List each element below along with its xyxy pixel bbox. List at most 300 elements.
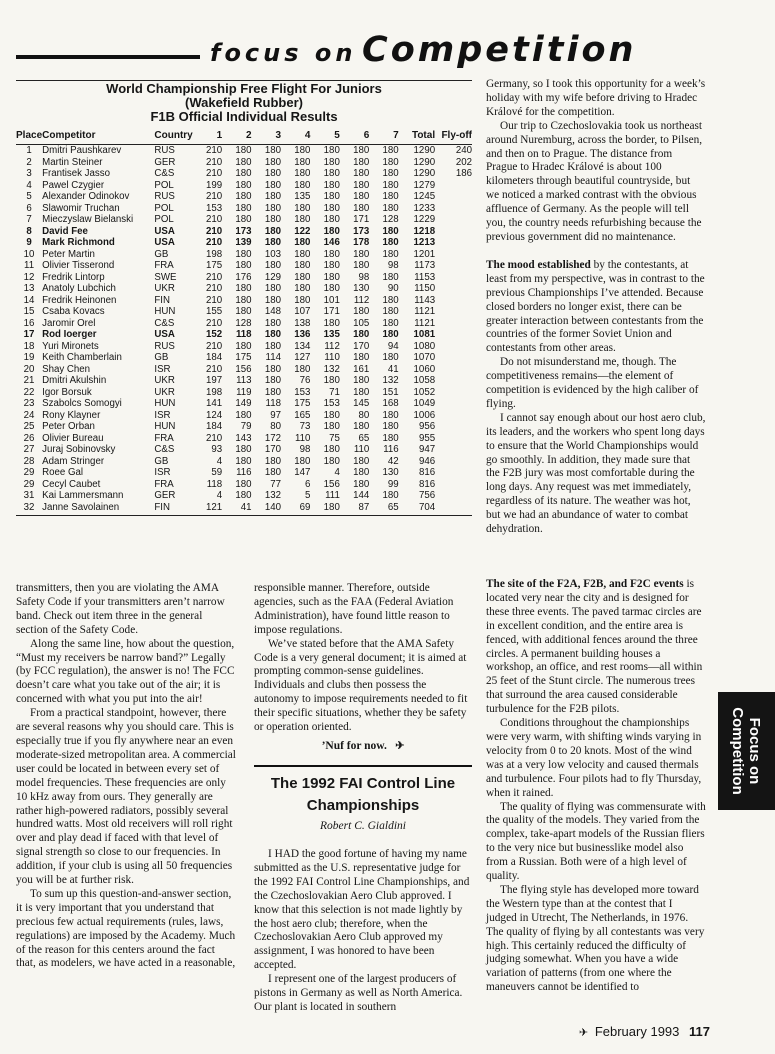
cell-place: 15 <box>23 306 35 317</box>
cell-round-5: 153 <box>323 398 340 409</box>
cell-round-7: 180 <box>382 225 399 237</box>
cell-competitor: Rony Klayner <box>42 409 101 421</box>
cell-round-4: 180 <box>294 168 311 179</box>
cell-round-6: 180 <box>353 421 370 432</box>
cell-fly-off <box>435 410 472 422</box>
middle-column <box>254 582 472 735</box>
table-row <box>16 180 472 192</box>
cell-place: 21 <box>23 375 35 386</box>
cell-round-6: 178 <box>353 237 370 248</box>
cell-round-7: 180 <box>382 179 399 191</box>
cell-round-1: 210 <box>205 340 223 352</box>
cell-place: 26 <box>23 432 35 444</box>
cell-place: 8 <box>26 225 32 237</box>
cell-country: GB <box>154 455 169 467</box>
cell-total: 1081 <box>413 329 436 340</box>
cell-total: 1070 <box>413 352 436 363</box>
cell-round-7: 41 <box>387 363 399 375</box>
cell-round-2: 180 <box>235 478 252 490</box>
cell-country: C&S <box>154 317 175 329</box>
cell-round-7: 180 <box>382 490 399 501</box>
cell-place: 7 <box>26 214 32 225</box>
cell-round-6: 180 <box>353 260 370 271</box>
cell-total: 1150 <box>414 283 436 294</box>
table-row <box>16 352 472 364</box>
cell-round-6: 105 <box>353 317 370 329</box>
cell-round-4: 147 <box>294 467 311 478</box>
cell-country: POL <box>154 214 174 225</box>
cell-round-5: 110 <box>324 352 340 363</box>
cell-round-7: 180 <box>382 432 399 444</box>
cell-place: 9 <box>26 237 32 248</box>
cell-round-6: 180 <box>353 329 370 340</box>
cell-round-6: 130 <box>353 283 370 294</box>
cell-round-2: 180 <box>235 248 252 260</box>
cell-competitor: Peter Martin <box>42 248 95 260</box>
cell-total: 947 <box>418 444 436 455</box>
cell-competitor: Olivier Bureau <box>42 432 104 444</box>
cell-round-1: 210 <box>205 156 223 168</box>
cell-competitor: Fredrik Lintorp <box>42 271 105 283</box>
cell-round-2: 180 <box>235 306 252 317</box>
cell-round-6: 98 <box>358 271 370 283</box>
cell-total: 1279 <box>413 179 436 191</box>
cell-total: 704 <box>399 502 435 516</box>
cell-round-1: 210 <box>205 145 223 156</box>
cell-round-4: 180 <box>294 179 311 191</box>
cell-round-2: 180 <box>235 145 252 156</box>
cell-competitor: Peter Orban <box>42 421 95 432</box>
cell-round-6: 180 <box>353 202 370 214</box>
cell-round-3: 148 <box>264 306 281 317</box>
col-header-place: Place <box>16 128 42 145</box>
cell-round-6: 180 <box>353 145 370 156</box>
cell-round-2: 180 <box>235 340 252 352</box>
cell-competitor: David Fee <box>42 225 88 237</box>
cell-round-1: 210 <box>205 237 223 248</box>
cell-round-6: 180 <box>353 306 370 317</box>
cell-round-2: 180 <box>235 455 252 467</box>
table-subtitle: (Wakefield Rubber) <box>185 95 303 110</box>
table-top-rule <box>16 80 472 81</box>
cell-country: RUS <box>154 340 175 352</box>
cell-place: 17 <box>23 329 35 340</box>
cell-total: 1049 <box>413 398 436 409</box>
cell-round-6: 180 <box>353 156 370 168</box>
signoff <box>254 739 472 752</box>
cell-competitor: Mark Richmond <box>42 237 115 248</box>
cell-competitor: Dmitri Paushkarev <box>42 145 122 156</box>
table-row <box>16 203 472 215</box>
cell-country: FIN <box>154 502 192 516</box>
article-byline: Robert C. Gialdini <box>320 820 406 832</box>
cell-round-3: 77 <box>270 478 281 490</box>
cell-fly-off <box>435 283 472 295</box>
cell-competitor: Fredrik Heinonen <box>42 294 117 306</box>
cell-round-5: 180 <box>323 156 340 168</box>
cell-round-4: 76 <box>299 375 311 386</box>
side-tab-label <box>729 692 763 810</box>
cell-round-5: 180 <box>323 145 340 156</box>
cell-round-4: 180 <box>294 145 311 156</box>
cell-round-7: 90 <box>387 283 399 294</box>
cell-round-2: 149 <box>235 398 252 409</box>
cell-fly-off <box>435 260 472 272</box>
table-row <box>16 502 472 516</box>
cell-total: 946 <box>418 455 436 467</box>
cell-total: 1173 <box>414 260 436 271</box>
cell-round-3: 180 <box>264 317 281 329</box>
cell-round-7: 180 <box>382 271 399 283</box>
cell-fly-off <box>435 249 472 261</box>
cell-place: 1 <box>26 145 32 156</box>
cell-round-3: 97 <box>270 409 281 421</box>
cell-round-1: 210 <box>205 317 223 329</box>
cell-competitor: Adam Stringer <box>42 455 105 467</box>
cell-round-1: 210 <box>205 225 223 237</box>
table-row <box>16 260 472 272</box>
cell-place: 22 <box>23 386 35 398</box>
table-row <box>16 318 472 330</box>
table-row <box>16 145 472 157</box>
table-row <box>16 237 472 249</box>
cell-competitor: Janne Savolainen <box>42 502 154 516</box>
cell-round-1: 124 <box>205 409 223 421</box>
site-body: is located very near the city and is designed for these three events. The paved tarmac circles are in excellent condition, and the entire area is fenced, with additional fences around the three circles. A permanent building houses a workshop, an office, and rest rooms—all within 25 feet of the Stunt circle. The numerous trees that surround the area caused considerable turbulence for the F2B pilots. <box>486 578 703 716</box>
col-header-total: Total <box>399 128 435 145</box>
cell-round-3: 103 <box>264 248 281 260</box>
section-header-focus-on: focus on <box>210 39 357 67</box>
airplane-icon: ✈ <box>389 740 405 752</box>
cell-fly-off <box>435 203 472 215</box>
cell-round-7: 180 <box>382 421 399 432</box>
cell-fly-off <box>435 306 472 318</box>
paragraph: Conditions throughout the championships were very warm, with shifting winds varying in velocity from 0 to 20 knots. Most of the wind was at a very low velocity and caused thermals and turbulence. Four pilots had to fly Thursday, when it rained. <box>486 717 702 799</box>
cell-round-7: 180 <box>382 317 399 329</box>
cell-round-5: 180 <box>323 317 340 329</box>
paragraph: We’ve stated before that the AMA Safety Code is a very general document; it is aimed at prompting common-sense guidelines. Individuals and clubs then possess the autonomy to impose requirements needed to fit their specific situations, whether they be safety or operation oriented. <box>254 637 468 734</box>
cell-round-5: 180 <box>323 271 340 283</box>
cell-fly-off <box>435 433 472 445</box>
cell-round-7: 94 <box>387 340 399 352</box>
cell-round-7: 130 <box>382 467 399 478</box>
cell-round-5: 180 <box>323 409 340 421</box>
paragraph: Along the same line, how about the question, “Must my receivers be narrow band?” Legally (by FCC regulation), the answer is no! The FCC doesn’t care what you take out of the air; it is concerned with what you put into the air! <box>16 637 235 706</box>
cell-round-2: 180 <box>235 294 252 306</box>
cell-country: RUS <box>154 191 175 202</box>
table-row <box>16 444 472 456</box>
cell-round-3: 180 <box>264 168 281 179</box>
cell-round-5: 156 <box>323 478 340 490</box>
cell-fly-off <box>435 295 472 307</box>
table-row <box>16 226 472 238</box>
cell-round-7: 180 <box>382 409 399 421</box>
results-table <box>16 128 472 516</box>
cell-total: 1121 <box>414 317 436 329</box>
cell-country: HUN <box>154 398 176 409</box>
cell-fly-off: 240 <box>455 145 472 156</box>
table-row <box>16 341 472 353</box>
cell-total: 816 <box>418 467 436 478</box>
cell-fly-off <box>435 341 472 353</box>
cell-place: 2 <box>26 156 32 168</box>
cell-country: UKR <box>154 283 175 294</box>
cell-competitor: Mieczyslaw Bielanski <box>42 214 134 225</box>
cell-round-1: 210 <box>205 363 223 375</box>
cell-country: FRA <box>154 432 174 444</box>
cell-round-4: 180 <box>294 248 311 260</box>
cell-fly-off <box>435 456 472 468</box>
cell-total: 1052 <box>413 386 436 398</box>
article-middle-column <box>254 848 472 1015</box>
site-lead-in: The site of the F2A, F2B, and F2C events <box>486 578 684 590</box>
cell-total: 1060 <box>413 363 436 375</box>
cell-place: 18 <box>23 340 35 352</box>
table-title: World Championship Free Flight For Juniors <box>106 81 382 96</box>
table-row <box>16 329 472 341</box>
cell-place: 3 <box>26 168 32 179</box>
mood-body: by the contestants, at least from my perspective, was in contrast to the previous Championships I’ve attended. Because closed borders no longer exist, there can be greater interaction between contestants from the countries of the former Soviet Union and contestants from other areas. <box>486 258 705 355</box>
cell-round-2: 180 <box>235 490 252 501</box>
cell-round-5: 180 <box>323 191 340 202</box>
cell-round-4: 134 <box>294 340 311 352</box>
cell-country: GER <box>154 490 176 501</box>
cell-competitor: Cecyl Caubet <box>42 478 101 490</box>
cell-fly-off <box>435 479 472 491</box>
cell-round-5: 75 <box>329 432 340 444</box>
table-row <box>16 421 472 433</box>
cell-round-5: 101 <box>323 294 340 306</box>
cell-competitor: Yuri Mironets <box>42 340 99 352</box>
cell-round-6: 180 <box>353 248 370 260</box>
cell-country: HUN <box>154 306 176 317</box>
cell-total: 816 <box>418 478 436 490</box>
cell-fly-off: 186 <box>455 168 472 179</box>
cell-round-2: 113 <box>236 375 252 386</box>
cell-round-5: 180 <box>323 248 340 260</box>
cell-round-5: 146 <box>323 237 340 248</box>
col-header-fly-off: Fly-off <box>435 128 472 145</box>
cell-round-5: 180 <box>310 502 339 516</box>
table-row <box>16 456 472 468</box>
cell-round-5: 111 <box>325 490 340 501</box>
cell-fly-off <box>435 421 472 433</box>
cell-place: 13 <box>23 283 35 294</box>
cell-fly-off <box>435 226 472 238</box>
cell-place: 19 <box>23 352 35 363</box>
cell-country: GB <box>154 248 169 260</box>
cell-round-7: 180 <box>382 237 399 248</box>
mood-lead-in: The mood established <box>486 258 591 271</box>
cell-round-2: 175 <box>235 352 252 363</box>
cell-round-7: 98 <box>387 260 399 271</box>
cell-round-3: 180 <box>264 455 281 467</box>
cell-round-6: 180 <box>353 168 370 179</box>
cell-fly-off <box>435 375 472 387</box>
cell-place: 31 <box>23 490 35 501</box>
col-header-round-3: 3 <box>252 128 281 145</box>
cell-country: POL <box>154 179 174 191</box>
section-header <box>200 30 740 70</box>
cell-country: ISR <box>154 467 171 478</box>
cell-round-6: 180 <box>353 179 370 191</box>
cell-round-4: 110 <box>294 432 311 444</box>
cell-round-1: 121 <box>193 502 222 516</box>
cell-round-3: 180 <box>264 225 281 237</box>
cell-round-3: 180 <box>264 237 281 248</box>
cell-total: 1290 <box>413 156 436 168</box>
cell-round-6: 170 <box>353 340 370 352</box>
cell-round-4: 180 <box>294 156 311 168</box>
section-header-competition: Competition <box>362 30 637 70</box>
cell-round-4: 180 <box>294 214 311 225</box>
cell-total: 1290 <box>413 168 436 179</box>
cell-round-1: 199 <box>205 179 223 191</box>
cell-place: 11 <box>24 260 35 271</box>
cell-round-7: 180 <box>382 306 399 317</box>
cell-round-1: 155 <box>205 306 223 317</box>
cell-place: 29 <box>23 478 35 490</box>
cell-competitor: Slawomir Truchan <box>42 202 120 214</box>
paragraph-site <box>486 578 706 717</box>
cell-competitor: Frantisek Jasso <box>42 168 110 179</box>
cell-round-4: 180 <box>294 260 311 271</box>
col-header-round-7: 7 <box>369 128 398 145</box>
cell-country: ISR <box>154 363 171 375</box>
cell-place: 16 <box>23 317 35 329</box>
cell-round-2: 79 <box>240 421 252 432</box>
cell-total: 955 <box>418 432 436 444</box>
cell-place: 24 <box>23 409 35 421</box>
issue-date: February 1993 <box>594 1024 680 1039</box>
cell-fly-off <box>435 191 472 203</box>
cell-round-2: 128 <box>235 317 252 329</box>
table-row <box>16 168 472 180</box>
cell-place: 14 <box>23 294 35 306</box>
cell-round-5: 180 <box>323 421 340 432</box>
cell-country: GER <box>154 156 176 168</box>
paragraph: The quality of flying was commensurate with the quality of the models. They varied from the complex, take-apart models of the Russian fliers to the very nice but businesslike model also from a Russian. Both were of a high level of quality. <box>486 800 706 883</box>
cell-round-1: 184 <box>205 352 223 363</box>
cell-round-6: 173 <box>353 225 370 237</box>
paragraph: responsible manner. Therefore, outside agencies, such as the FAA (Federal Aviation Administration), have found little reason to impose regulations. <box>254 582 454 636</box>
cell-total: 956 <box>418 421 436 432</box>
cell-country: GB <box>154 352 169 363</box>
cell-round-5: 71 <box>329 386 340 398</box>
cell-total: 1143 <box>414 294 436 306</box>
cell-fly-off: 202 <box>455 156 472 168</box>
cell-round-1: 141 <box>205 398 223 409</box>
cell-fly-off <box>435 318 472 330</box>
cell-fly-off <box>435 237 472 249</box>
cell-round-7: 99 <box>387 478 399 490</box>
table-row <box>16 433 472 445</box>
cell-round-6: 180 <box>353 386 370 398</box>
right-column-lower <box>486 578 706 995</box>
cell-country: RUS <box>154 145 175 156</box>
paragraph: To sum up this question-and-answer section, it is very important that you understand that precious few actual requirements (rules, laws, regulations) are imposed by the Academy. Much of the reason for this centers around the fact that, as modelers, we have acted in a reasonable, <box>16 887 236 970</box>
cell-round-5: 180 <box>323 168 340 179</box>
cell-round-4: 175 <box>294 398 311 409</box>
cell-country: POL <box>154 202 174 214</box>
cell-round-2: 180 <box>235 283 252 294</box>
table-row <box>16 214 472 226</box>
cell-round-6: 110 <box>353 444 370 455</box>
col-header-round-4: 4 <box>281 128 310 145</box>
cell-round-2: 116 <box>236 467 252 478</box>
results-table-body <box>16 145 472 516</box>
cell-fly-off <box>435 490 472 502</box>
cell-round-5: 180 <box>323 260 340 271</box>
col-header-round-6: 6 <box>340 128 369 145</box>
cell-competitor: Olivier Tisserond <box>42 260 115 271</box>
cell-round-3: 180 <box>264 260 281 271</box>
cell-round-3: 180 <box>264 340 281 352</box>
cell-round-5: 180 <box>323 444 340 455</box>
cell-country: C&S <box>154 444 175 455</box>
cell-round-6: 180 <box>353 478 370 490</box>
cell-round-1: 210 <box>205 271 223 283</box>
cell-round-7: 180 <box>382 248 399 260</box>
cell-round-1: 118 <box>206 478 223 490</box>
cell-fly-off <box>435 398 472 410</box>
cell-total: 1153 <box>414 271 436 283</box>
cell-round-7: 180 <box>382 156 399 168</box>
table-row <box>16 398 472 410</box>
cell-total: 1213 <box>413 237 436 248</box>
table-row <box>16 490 472 502</box>
cell-fly-off <box>435 352 472 364</box>
cell-round-2: 173 <box>235 225 252 237</box>
paragraph: From a practical standpoint, however, there are several reasons why you should care. This is especially true if you fly anywhere near an even moderate-sized metropolitan area. A commercial user could be located in between every set of model frequencies. These frequencies are only 10 kHz away from ours. They generally are rather high-powered radiators, possibly several hundred watts. Most old receivers will roll right over and play dead if faced with that level of signal strength so close to our frequencies. In addition, if your club is using all 50 frequencies you will be at further risk. <box>16 707 236 887</box>
cell-fly-off <box>435 272 472 284</box>
cell-round-4: 138 <box>294 317 311 329</box>
cell-round-2: 180 <box>235 214 252 225</box>
cell-round-4: 180 <box>294 202 311 214</box>
cell-round-5: 180 <box>323 225 340 237</box>
cell-round-1: 197 <box>205 375 223 386</box>
cell-round-3: 118 <box>265 398 281 409</box>
cell-round-3: 180 <box>264 329 281 340</box>
cell-round-4: 180 <box>294 455 311 467</box>
cell-round-2: 156 <box>235 363 252 375</box>
cell-round-7: 180 <box>382 168 399 179</box>
cell-place: 23 <box>23 398 35 409</box>
cell-round-7: 168 <box>382 398 399 409</box>
article-rule <box>254 765 472 767</box>
paragraph: The flying style has developed more toward the Western type than at the contest that I judged in Utrecht, The Netherlands, in 1976. The quality of flying by all contestants was very high. This certainly reduced the difficulty of judging somewhat. When you have a wide variation of patterns (from one where the maneuvers cannot be identified to <box>486 883 705 994</box>
cell-round-3: 132 <box>264 490 281 501</box>
cell-round-7: 42 <box>387 455 399 467</box>
cell-round-5: 180 <box>323 179 340 191</box>
paragraph: Our trip to Czechoslovakia took us northeast around Nuremburg, across the border, to Pilsen, and then on to Prague. The distance from Prague to Hradec Králové is about 100 kilometers through beautiful countryside, but we noticed a marked contrast with the obvious affluence of Germany. As the people will tell you, the country needs refurbishing because the previous government did no maintenance. <box>486 119 703 243</box>
cell-competitor: Martin Steiner <box>42 156 103 168</box>
cell-round-3: 172 <box>264 432 281 444</box>
cell-round-1: 198 <box>205 386 223 398</box>
cell-competitor: Csaba Kovacs <box>42 306 105 317</box>
table-row <box>16 283 472 295</box>
table-row <box>16 249 472 261</box>
cell-country: UKR <box>154 386 175 398</box>
col-header-round-2: 2 <box>222 128 251 145</box>
table-row <box>16 364 472 376</box>
cell-country: C&S <box>154 168 175 179</box>
cell-competitor: Dmitri Akulshin <box>42 375 107 386</box>
table-row <box>16 295 472 307</box>
cell-round-3: 180 <box>264 214 281 225</box>
paragraph: I represent one of the largest producers of pistons in Germany as well as North America. Our plant is located in southern <box>254 973 463 1013</box>
cell-round-3: 180 <box>264 145 281 156</box>
